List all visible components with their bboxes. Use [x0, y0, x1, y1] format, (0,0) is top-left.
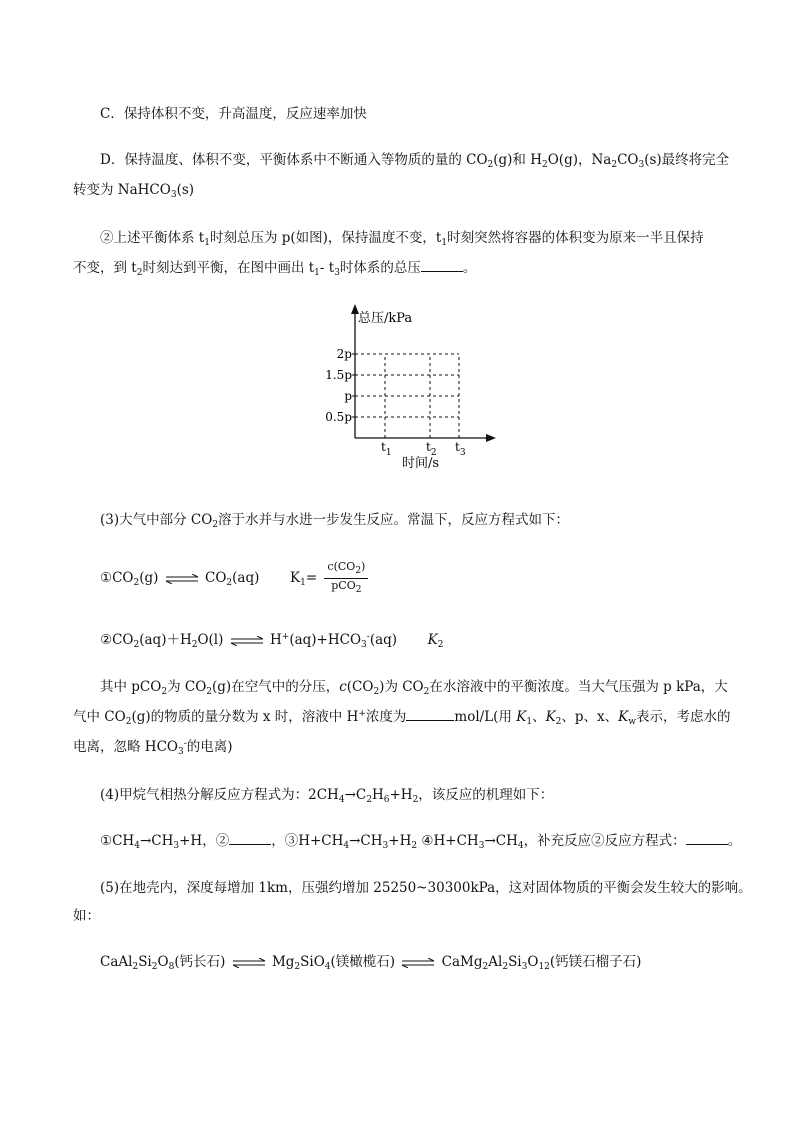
chart-grid: [352, 354, 459, 438]
x-tick-label: $t_3$: [455, 440, 466, 458]
y-tick-label: 1.5p: [325, 368, 352, 382]
q4-mechanism: $①CH_4\to CH_3+H$，② ，$③H+CH_4\to CH_3+H_2$ $④H+CH_3\to CH_4$，补充反应②反应方程式： 。: [100, 833, 742, 851]
x-axis-arrow-icon: [486, 434, 496, 442]
q2-line1: ②上述平衡体系 $t_1$时刻总压为 p(如图)，保持温度不变，$t_1$时刻突然将容器的体积变为原来一半且保持: [100, 230, 704, 248]
option-d-line2: 转变为 NaHCO$_3$(s): [73, 182, 195, 200]
q5-line1: (5)在地壳内，深度每增加 1km，压强约增加 25250~30300kPa，这对固体物质的平衡会发生较大的影响。: [100, 880, 752, 896]
equation-2: $②CO_2(aq)+H_2O(l)$ $H^+(aq)+HCO_3^-(aq)$ $K_2$: [100, 632, 444, 650]
equilibrium-arrow-icon: [230, 636, 264, 646]
equilibrium-arrow-icon: [232, 958, 266, 968]
option-d-line1: D．保持温度、体积不变，平衡体系中不断通入等物质的量的 $CO_2(g)$和 $H_2O(g)$，$Na_2CO_3(s)$最终将完全: [100, 152, 730, 170]
answer-blank[interactable]: [229, 834, 271, 845]
para-line2: 气中 $CO_2(g)$的物质的量分数为 x 时，溶液中 H+浓度为 mol/L(用 $K_1$、$K_2$、p、x、$K_w$表示，考虑水的: [73, 709, 731, 727]
y-axis-label: 总压/kPa: [358, 311, 413, 326]
q4-intro: (4)甲烷气相热分解反应方程式为：$2CH_4\to C_2H_6+H_2$，该反应的机理如下：: [100, 787, 554, 805]
chart-labels: [325, 311, 466, 471]
option-c: C．保持体积不变，升高温度，反应速率加快: [100, 106, 367, 122]
para-line3: 电离，忽略 $HCO_3^-$的电离): [73, 739, 233, 757]
equilibrium-arrow-icon: [165, 574, 199, 584]
y-tick-label: p: [344, 389, 352, 403]
y-tick-label: 2p: [336, 347, 352, 361]
pressure-time-chart: [320, 300, 510, 475]
answer-blank[interactable]: [686, 834, 728, 845]
equation-1: $①CO_2(g)$ $CO_2(aq)$ $K_1=$ $\frac{c(CO_2)}{pCO_2}$: [100, 560, 368, 597]
q2-line2: 不变，到 $t_2$时刻达到平衡，在图中画出 $t_1-$ $t_3$时体系的总压 。: [73, 260, 477, 278]
para-line1: 其中 pCO$_2$为 $CO_2(g)$在空气中的分压，$c(CO_2)$为 $CO_2$在水溶液中的平衡浓度。当大气压强为 p kPa，大: [100, 679, 728, 697]
y-tick-label: 0.5p: [325, 410, 352, 424]
answer-blank[interactable]: [421, 261, 463, 272]
k1-fraction: $\frac{c(CO_2)}{pCO_2}$: [324, 560, 368, 597]
equilibrium-arrow-icon: [401, 958, 435, 968]
x-tick-label: $t_1$: [381, 440, 392, 458]
q5-line2: 如：: [73, 908, 100, 924]
answer-blank[interactable]: [406, 710, 454, 721]
mineral-equilibrium: $CaAl_2Si_2O_8$(钙长石) $Mg_2SiO_4$(镁橄榄石) $CaMg_2Al_2Si_3O_{12}$(钙镁石榴子石): [100, 954, 642, 972]
x-tick-label: $t_2$: [426, 440, 437, 458]
x-axis-label: 时间/s: [402, 456, 440, 471]
q3-intro: (3)大气中部分 $CO_2$溶于水并与水进一步发生反应。常温下，反应方程式如下：: [100, 512, 570, 530]
